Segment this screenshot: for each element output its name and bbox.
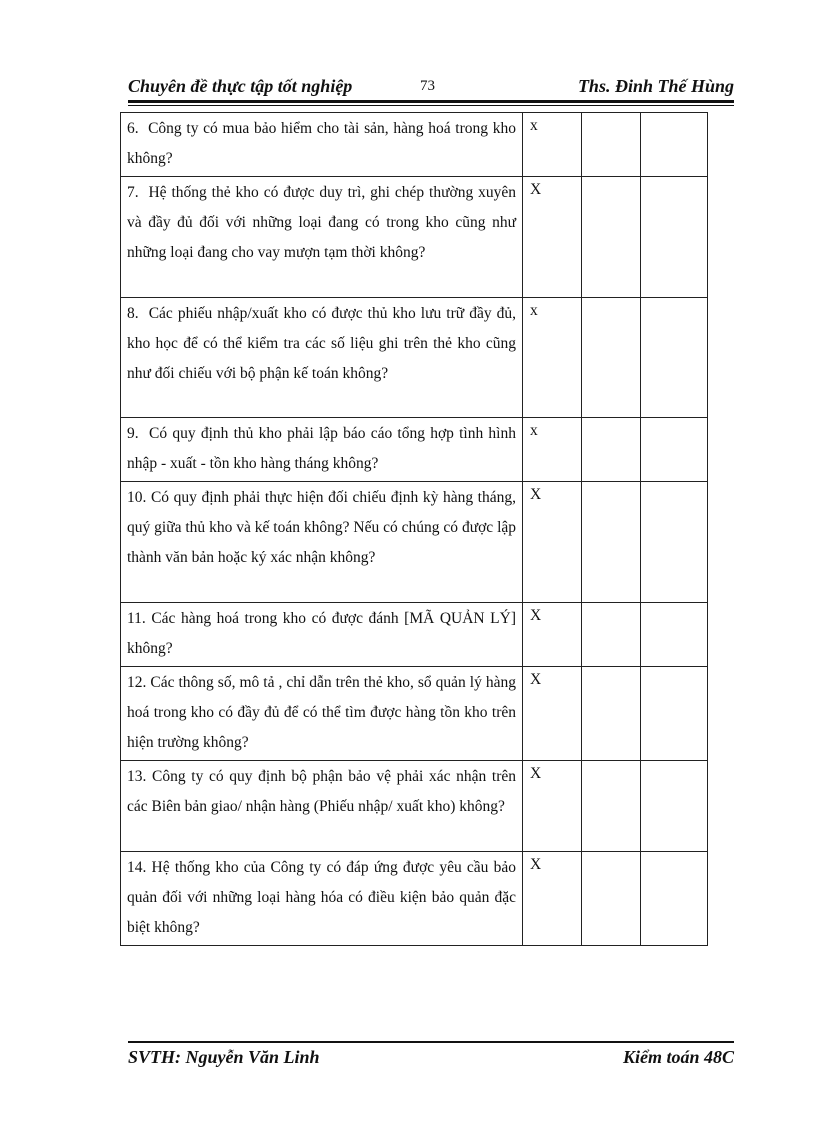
answer-no-cell <box>582 418 641 482</box>
answer-yes-mark: x <box>523 418 582 482</box>
answer-yes-mark: x <box>523 298 582 418</box>
question-text: 8. Các phiếu nhập/xuất kho có được thủ kho lưu trữ đầy đủ, kho học để có thể kiểm tra các số liệu ghi trên thẻ kho cũng như đối chiếu với bộ phận kế toán không? <box>121 298 523 418</box>
answer-note-cell <box>641 603 708 667</box>
answer-no-cell <box>582 298 641 418</box>
table-row <box>121 298 708 418</box>
answer-no-cell <box>582 113 641 177</box>
page-number: 73 <box>420 78 435 94</box>
question-text: 14. Hệ thống kho của Công ty có đáp ứng được yêu cầu bảo quản đối với những loại hàng hóa có điều kiện bảo quản đặc biệt không? <box>121 852 523 946</box>
answer-note-cell <box>641 667 708 761</box>
page-footer <box>128 1047 734 1073</box>
question-text: 7. Hệ thống thẻ kho có được duy trì, ghi chép thường xuyên và đầy đủ đối với những loại đang có trong kho cũng như những loại đang cho vay mượn tạm thời không? <box>121 177 523 298</box>
table-row <box>121 603 708 667</box>
student-name: SVTH: Nguyễn Văn Linh <box>128 1047 320 1067</box>
answer-note-cell <box>641 298 708 418</box>
header-rule-thin <box>128 105 734 106</box>
table-row <box>121 177 708 298</box>
answer-yes-mark: x <box>523 113 582 177</box>
answer-note-cell <box>641 761 708 852</box>
class-name: Kiểm toán 48C <box>622 1047 734 1067</box>
answer-no-cell <box>582 667 641 761</box>
answer-no-cell <box>582 761 641 852</box>
document-title: Chuyên đề thực tập tốt nghiệp <box>128 76 353 96</box>
table-row <box>121 667 708 761</box>
question-text: 13. Công ty có quy định bộ phận bảo vệ phải xác nhận trên các Biên bản giao/ nhận hàng (Phiếu nhập/ xuất kho) không? <box>121 761 523 852</box>
table-row <box>121 418 708 482</box>
answer-no-cell <box>582 852 641 946</box>
page-header <box>128 74 734 100</box>
header-rule <box>128 100 734 103</box>
answer-yes-mark: X <box>523 177 582 298</box>
table-row <box>121 113 708 177</box>
answer-note-cell <box>641 177 708 298</box>
answer-yes-mark: X <box>523 761 582 852</box>
answer-note-cell <box>641 482 708 603</box>
answer-no-cell <box>582 482 641 603</box>
question-text: 11. Các hàng hoá trong kho có được đánh [MÃ QUẢN LÝ] không? <box>121 603 523 667</box>
answer-yes-mark: X <box>523 603 582 667</box>
answer-note-cell <box>641 852 708 946</box>
question-text: 12. Các thông số, mô tả , chỉ dẫn trên thẻ kho, sổ quản lý hàng hoá trong kho có đầy đủ để có thể tìm được hàng tồn kho trên hiện trường không? <box>121 667 523 761</box>
question-text: 10. Có quy định phải thực hiện đối chiếu định kỳ hàng tháng, quý giữa thủ kho và kế toán không? Nếu có chúng có được lập thành văn bản hoặc ký xác nhận không? <box>121 482 523 603</box>
question-text: 9. Có quy định thủ kho phải lập báo cáo tổng hợp tình hình nhập - xuất - tồn kho hàng tháng không? <box>121 418 523 482</box>
answer-yes-mark: X <box>523 852 582 946</box>
answer-note-cell <box>641 418 708 482</box>
table-row <box>121 482 708 603</box>
table-row <box>121 761 708 852</box>
checklist-table <box>120 112 708 946</box>
answer-no-cell <box>582 603 641 667</box>
answer-yes-mark: X <box>523 667 582 761</box>
answer-note-cell <box>641 113 708 177</box>
table-row <box>121 852 708 946</box>
answer-yes-mark: X <box>523 482 582 603</box>
supervisor-name: Ths. Đinh Thế Hùng <box>577 76 734 96</box>
footer-rule <box>128 1041 734 1043</box>
answer-no-cell <box>582 177 641 298</box>
question-text: 6. Công ty có mua bảo hiểm cho tài sản, hàng hoá trong kho không? <box>121 113 523 177</box>
